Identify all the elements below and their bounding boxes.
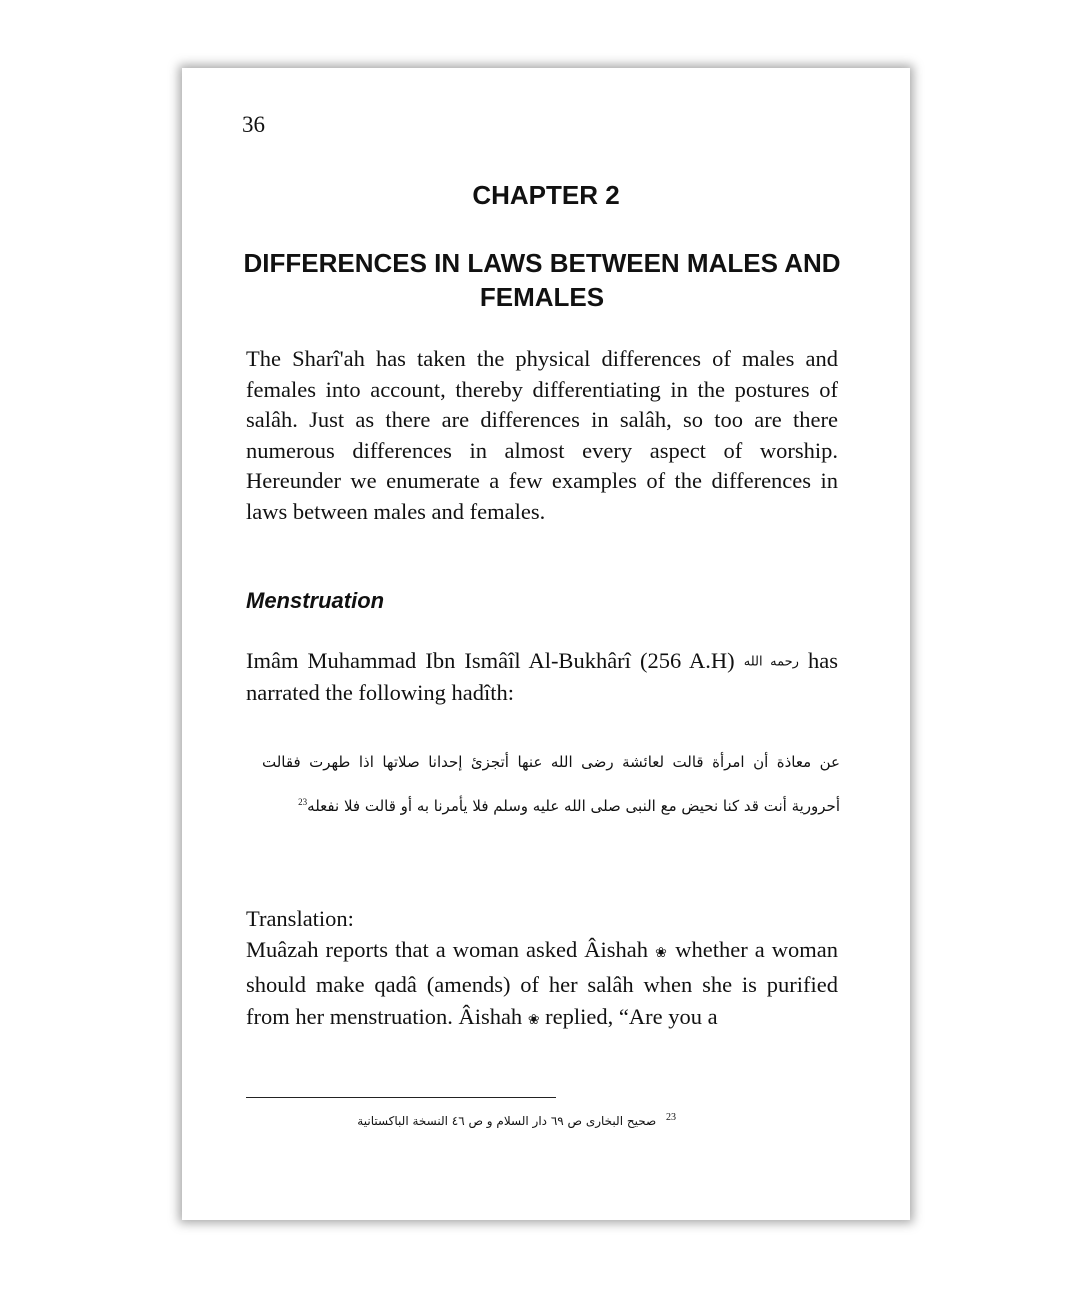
section-heading: Menstruation <box>246 588 385 613</box>
translation-label: Translation: <box>246 906 354 931</box>
translation-text-1: Muâzah reports that a woman asked Âishah <box>246 937 649 962</box>
footnote <box>246 1112 676 1128</box>
intro-paragraph: The Sharî'ah has taken the physical differences of males and females into account, thereby differentiating in the postures of salâh. Just as there are differences in salâh, so too are there numerous differences in almost every aspect of worship. Hereunder we enumerate a few examples of the differences in laws between males and females. <box>246 346 838 524</box>
chapter-heading: CHAPTER 2 <box>472 180 620 210</box>
translation-paragraph <box>246 934 838 1036</box>
book-page <box>182 68 910 1220</box>
footnote-divider <box>246 1097 556 1098</box>
arabic-footnote-ref: 23 <box>298 797 308 807</box>
honorific-radiyallahu-icon: ❀ <box>527 1012 540 1028</box>
page-number: 36 <box>242 112 265 137</box>
honorific-rahimahullah: رحمه الله <box>743 654 799 670</box>
honorific-radiyallahu-icon: ❀ <box>655 945 669 961</box>
narration-text-after: has narrated the following hadîth: <box>246 648 838 706</box>
arabic-hadith-text: عن معاذة أن امرأة قالت لعائشة رضى الله عنها أتجزئ إحدانا صلاتها اذا طهرت فقالت أحرورية أنت قد كنا نحيض مع النبى صلى الله عليه وسلم فلا يأمرنا به أو قالت فلا نفعله <box>262 753 840 815</box>
narration-paragraph <box>246 646 838 709</box>
translation-text-2: whether a woman should make qadâ (amends) of her salâh when she is purified from her menstruation. Âishah <box>246 937 838 1029</box>
narration-text-before: Imâm Muhammad Ibn Ismâîl Al-Bukhârî (256 A.H) <box>246 648 735 673</box>
footnote-text: صحيح البخارى ص ٦٩ دار السلام و ص ٤٦ النسخة الباكستانية <box>357 1114 657 1128</box>
arabic-hadith <box>262 742 840 826</box>
chapter-title: DIFFERENCES IN LAWS BETWEEN MALES AND FEMALES <box>243 248 841 312</box>
footnote-number: 23 <box>666 1112 676 1123</box>
translation-text-3: replied, “Are you a <box>545 1004 718 1029</box>
